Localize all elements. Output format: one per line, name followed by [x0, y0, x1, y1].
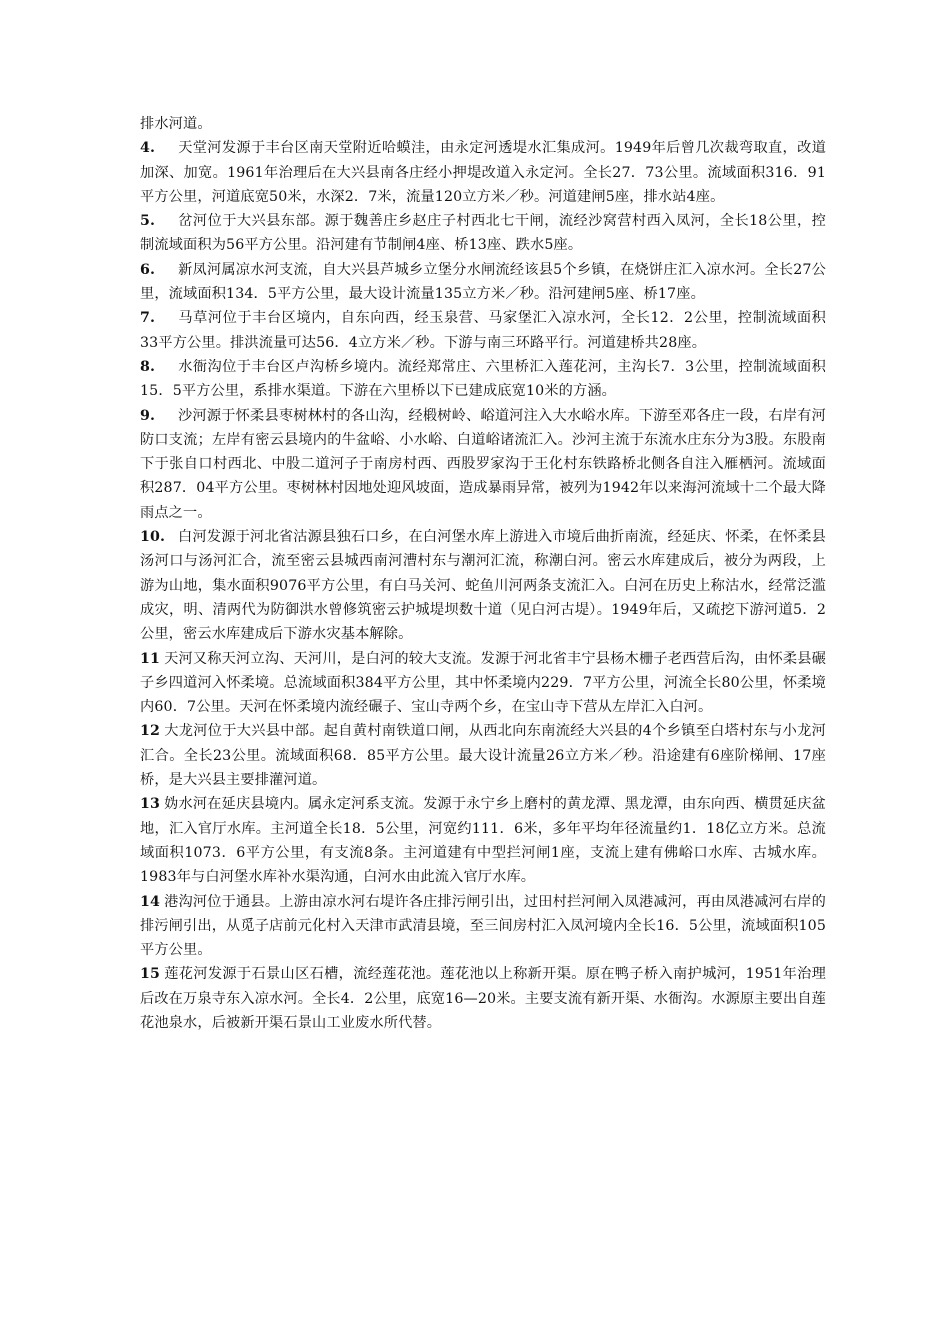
intro-tail: 排水河道。 — [140, 116, 212, 132]
paragraph-number: 12 — [140, 723, 161, 740]
paragraph-12 — [140, 719, 826, 792]
paragraph-text: 岔河位于大兴县东部。源于魏善庄乡赵庄子村西北七干闸，流经沙窝营村西入凤河，全长18公里，控制流域面积为56平方公里。沿河建有节制闸4座、桥13座、跌水5座。 — [140, 213, 826, 254]
paragraph-text: 天堂河发源于丰台区南天堂附近哈蟆洼，由永定河透堤水汇集成河。1949年后曾几次裁弯取直，改道加深、加宽。1961年治理后在大兴县南各庄经小押堤改道入永定河。全长27．73公里。流域面积316．91平方公里，河道底宽50米，水深2．7米，流量120立方米／秒。河道建闸5座，排水站4座。 — [140, 140, 826, 205]
paragraph-10 — [140, 525, 826, 646]
paragraph-15 — [140, 962, 826, 1035]
paragraph-13 — [140, 792, 826, 889]
paragraph-text: 水衙沟位于丰台区卢沟桥乡境内。流经郑常庄、六里桥汇入莲花河，主沟长7．3公里，控制流域面积15．5平方公里，系排水渠道。下游在六里桥以下已建成底宽10米的方涵。 — [140, 358, 826, 400]
paragraph-number: 13 — [140, 796, 161, 813]
paragraph-text: 沙河源于怀柔县枣树林村的各山沟，经椴树岭、峪道河注入大水峪水库。下游至邓各庄一段，右岸有河防口支流；左岸有密云县境内的牛盆峪、小水峪、白道峪诸流汇入。沙河主流于东流水庄东分为3股。东股南下于张自口村西北、中股二道河子于南房村西、西股罗家沟于王化村东铁路桥北侧各自注入雁栖河。流域面积287．04平方公里。枣树林村因地处迎风坡面，造成暴雨异常，被列为1942年以来海河流域十二个最大降雨点之一。 — [140, 407, 826, 521]
paragraph-14 — [140, 890, 826, 963]
paragraph-number: 6. — [140, 261, 156, 278]
paragraph-text: 马草河位于丰台区境内，自东向西，经玉泉营、马家堡汇入凉水河，全长12．2公里，控制流域面积33平方公里。排洪流量可达56．4立方米／秒。下游与南三环路平行。河道建桥共28座。 — [140, 310, 826, 351]
paragraph-number: 8. — [140, 358, 156, 375]
paragraph-text: 大龙河位于大兴县中部。起自黄村南铁道口闸，从西北向东南流经大兴县的4个乡镇至白塔村东与小龙河汇合。全长23公里。流域面积68．85平方公里。最大设计流量26立方米／秒。沿途建有6座阶梯闸、17座桥，是大兴县主要排灌河道。 — [140, 723, 826, 789]
paragraph-8 — [140, 355, 826, 404]
paragraph-text: 妫水河在延庆县境内。属永定河系支流。发源于永宁乡上磨村的黄龙潭、黑龙潭，由东向西、横贯延庆盆地，汇入官厅水库。主河道全长18．5公里，河宽约111．6米，多年平均年径流量约1．18亿立方米。总流域面积1073．6平方公里，有支流8条。主河道建有中型拦河闸1座，支流上建有佛峪口水库、古城水库。1983年与白河堡水库补水渠沟通，白河水由此流入官厅水库。 — [140, 796, 826, 886]
paragraph-6 — [140, 258, 826, 307]
paragraph-number: 9. — [140, 407, 156, 424]
document-body — [140, 112, 826, 1035]
paragraph-4 — [140, 136, 826, 209]
paragraph-text: 莲花河发源于石景山区石槽，流经莲花池。莲花池以上称新开渠。原在鸭子桥入南护城河，1951年治理后改在万泉寺东入凉水河。全长4．2公里，底宽16—20米。主要支流有新开渠、水衙沟。水源原主要出自莲花池泉水，后被新开渠石景山工业废水所代替。 — [140, 966, 826, 1031]
paragraph-text: 新凤河属凉水河支流，自大兴县芦城乡立堡分水闸流经该县5个乡镇，在烧饼庄汇入凉水河。全长27公里，流域面积134．5平方公里，最大设计流量135立方米／秒。沿河建闸5座、桥17座。 — [140, 261, 826, 303]
paragraph-number: 4. — [140, 140, 156, 157]
paragraph-number: 5. — [140, 213, 156, 230]
paragraph-5 — [140, 209, 826, 258]
paragraph-number: 10. — [140, 529, 166, 546]
paragraph-number: 15 — [140, 966, 161, 983]
paragraph-number: 14 — [140, 893, 161, 910]
paragraph-text: 天河又称天河立沟、天河川，是白河的较大支流。发源于河北省丰宁县杨木栅子老西营后沟，由怀柔县碾子乡四道河入怀柔境。总流域面积384平方公里，其中怀柔境内229．7平方公里，河流全长80公里，怀柔境内60．7公里。天河在怀柔境内流经碾子、宝山寺两个乡，在宝山寺下营从左岸汇入白河。 — [140, 650, 826, 716]
paragraph-text: 白河发源于河北省沽源县独石口乡，在白河堡水库上游进入市境后曲折南流，经延庆、怀柔，在怀柔县汤河口与汤河汇合，流至密云县城西南河漕村东与潮河汇流，称潮白河。密云水库建成后，被分为两段，上游为山地，集水面积9076平方公里，有白马关河、蛇鱼川河两条支流汇入。白河在历史上称沽水，经常泛滥成灾，明、清两代为防御洪水曾修筑密云护城堤坝数十道（见白河古堤）。1949年后，又疏挖下游河道5．2公里，密云水库建成后下游水灾基本解除。 — [140, 529, 826, 643]
paragraph-number: 11 — [140, 650, 161, 667]
paragraph-text: 港沟河位于通县。上游由凉水河右堤许各庄排污闸引出，过田村拦河闸入凤港减河，再由凤港减河右岸的排污闸引出，从觅子店前元化村入天津市武清县境，至三间房村汇入凤河境内全长16．5公里，流域面积105平方公里。 — [140, 893, 826, 959]
paragraph-9 — [140, 404, 826, 525]
paragraph-number: 7. — [140, 310, 156, 327]
paragraph-7 — [140, 306, 826, 355]
paragraph-11 — [140, 647, 826, 720]
